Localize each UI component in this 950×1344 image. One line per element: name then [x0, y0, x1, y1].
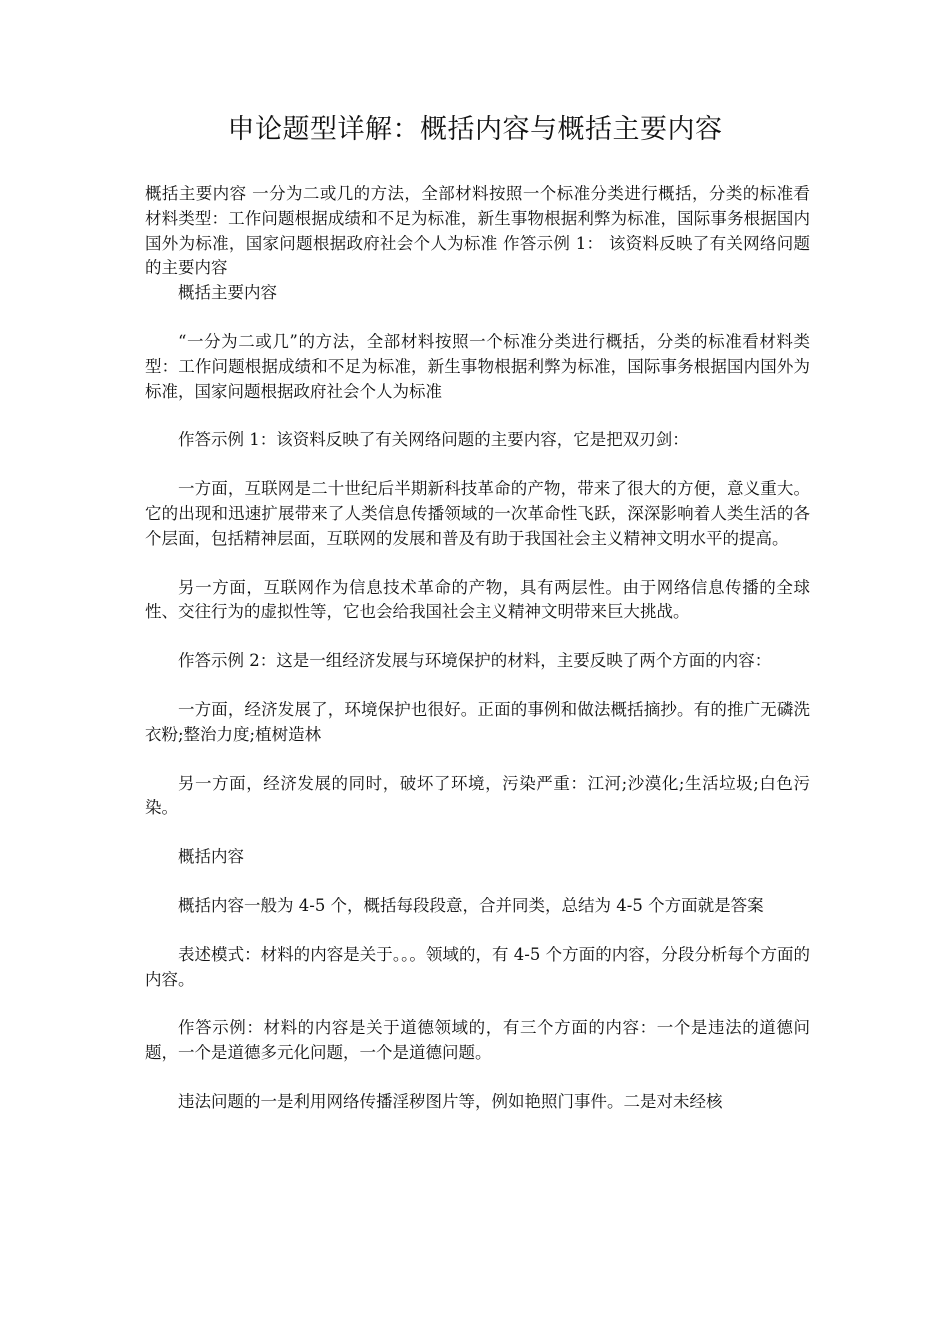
- paragraph-example-1: 作答示例 1：该资料反映了有关网络问题的主要内容，它是把双刃剑：: [178, 430, 689, 450]
- paragraph-illegal-issues: 违法问题的一是利用网络传播淫秽图片等，例如艳照门事件。二是对未经核: [178, 1091, 723, 1111]
- paragraph-content-count: 概括内容一般为 4-5 个，概括每段段意，合并同类，总结为 4-5 个方面就是答案: [178, 895, 764, 915]
- paragraph-economy-positive: 一方面，经济发展了，环境保护也很好。正面的事例和做法概括摘抄。有的推广无磷洗衣粉;整治力度;植树造林: [145, 699, 810, 744]
- heading-content: 概括内容: [178, 847, 244, 867]
- paragraph-pattern: 表述模式：材料的内容是关于。。。领域的，有 4-5 个方面的内容，分段分析每个方面的内容。: [145, 944, 810, 989]
- paragraph-internet-positive: 一方面，互联网是二十世纪后半期新科技革命的产物，带来了很大的方便，意义重大。它的出现和迅速扩展带来了人类信息传播领域的一次革命性飞跃，深深影响着人类生活的各个层面，包括精神层面，互联网的发展和普及有助于我国社会主义精神文明水平的提高。: [145, 479, 810, 548]
- document-title: 申论题型详解：概括内容与概括主要内容: [227, 114, 723, 145]
- paragraph-intro: 概括主要内容 一分为二或几的方法，全部材料按照一个标准分类进行概括，分类的标准看材料类型：工作问题根据成绩和不足为标准，新生事物根据利弊为标准，国际事务根据国内国外为标准，国家问题根据政府社会个人为标准 作答示例 1： 该资料反映了有关网络问题的主要内容: [145, 184, 810, 278]
- paragraph-method: “一分为二或几”的方法，全部材料按照一个标准分类进行概括，分类的标准看材料类型：工作问题根据成绩和不足为标准，新生事物根据利弊为标准，国际事务根据国内国外为标准，国家问题根据政府社会个人为标准: [145, 331, 810, 401]
- paragraph-example-moral: 作答示例：材料的内容是关于道德领域的，有三个方面的内容：一个是违法的道德问题，一个是道德多元化问题，一个是道德问题。: [145, 1018, 810, 1063]
- paragraph-economy-negative: 另一方面，经济发展的同时，破坏了环境，污染严重：江河;沙漠化;生活垃圾;白色污染。: [145, 773, 810, 818]
- heading-main-content: 概括主要内容: [178, 283, 277, 303]
- paragraph-example-2: 作答示例 2：这是一组经济发展与环境保护的材料，主要反映了两个方面的内容：: [178, 651, 772, 671]
- paragraph-internet-negative: 另一方面，互联网作为信息技术革命的产物，具有两层性。由于网络信息传播的全球性、交往行为的虚拟性等，它也会给我国社会主义精神文明带来巨大挑战。: [145, 577, 810, 622]
- document-body: [145, 182, 810, 1115]
